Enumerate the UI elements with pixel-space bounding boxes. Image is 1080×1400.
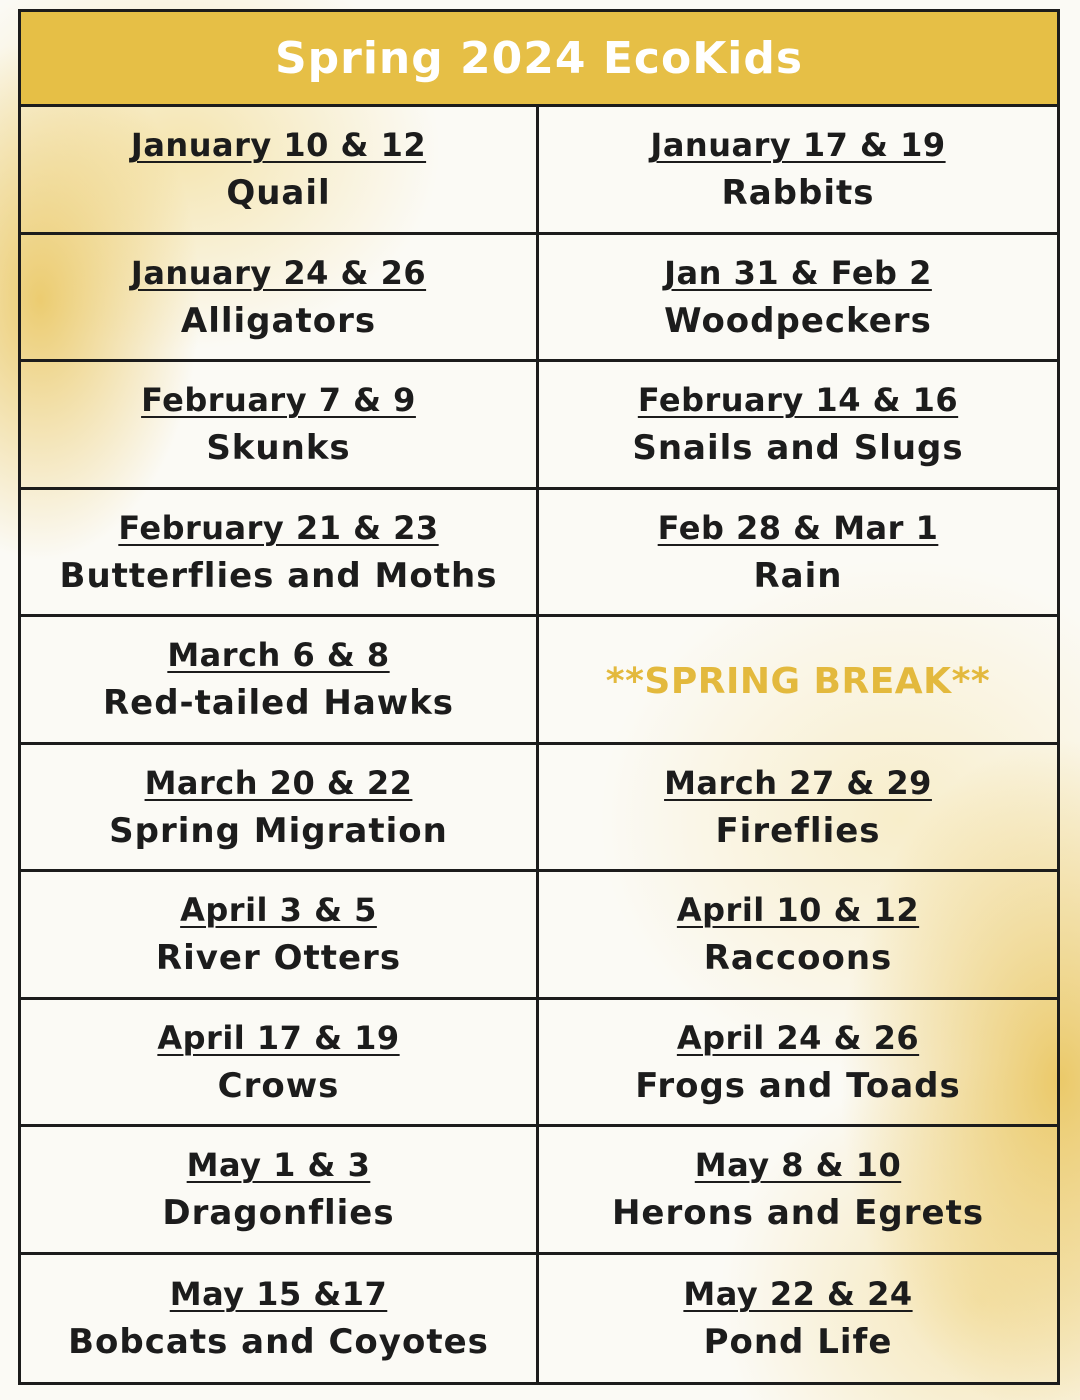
schedule-header [21,12,1057,107]
session-dates: Jan 31 & Feb 2 [664,253,932,292]
session-dates: May 22 & 24 [683,1275,913,1314]
schedule-cell [21,235,539,363]
session-dates: April 3 & 5 [180,891,377,930]
schedule-grid [21,107,1057,1382]
session-topic: Butterflies and Moths [59,555,498,596]
session-topic: Raccoons [703,938,893,979]
session-topic: Fireflies [715,810,881,851]
session-dates: January 17 & 19 [650,126,946,165]
session-topic: Woodpeckers [664,300,932,341]
session-dates: January 10 & 12 [130,126,427,165]
session-topic: Alligators [180,300,377,341]
session-topic: Skunks [206,428,351,469]
session-topic: Pond Life [703,1322,893,1363]
schedule-cell [21,107,539,235]
session-topic: Herons and Egrets [611,1193,985,1234]
session-dates: February 7 & 9 [141,381,416,420]
session-dates: April 10 & 12 [676,891,920,930]
schedule-cell [539,107,1057,235]
spring-break-note: **SPRING BREAK** [605,660,991,702]
schedule-cell [21,617,539,745]
schedule-table [18,9,1060,1385]
session-topic: Dragonflies [162,1193,395,1234]
schedule-cell [539,1000,1057,1128]
session-topic: Red-tailed Hawks [102,683,455,724]
session-topic: Bobcats and Coyotes [68,1322,489,1363]
session-topic: Rabbits [721,173,875,214]
schedule-cell [539,872,1057,1000]
session-dates: January 24 & 26 [130,253,427,292]
schedule-cell [21,745,539,873]
session-topic: Spring Migration [109,810,448,851]
session-dates: February 21 & 23 [118,508,439,547]
session-dates: May 8 & 10 [694,1146,902,1185]
session-dates: April 24 & 26 [676,1018,920,1057]
session-dates: March 27 & 29 [664,763,932,802]
session-dates: March 20 & 22 [144,763,413,802]
schedule-cell [539,1255,1057,1383]
session-topic: Quail [226,173,331,214]
session-topic: Crows [217,1065,340,1106]
session-dates: May 15 &17 [169,1275,388,1314]
schedule-title: Spring 2024 EcoKids [274,32,804,84]
schedule-cell [21,1000,539,1128]
session-topic: Snails and Slugs [632,428,964,469]
schedule-cell [21,1127,539,1255]
session-dates: April 17 & 19 [157,1018,400,1057]
schedule-cell [21,1255,539,1383]
schedule-cell [539,362,1057,490]
schedule-cell [539,617,1057,745]
session-topic: Frogs and Toads [635,1065,961,1106]
session-topic: River Otters [155,938,402,979]
session-dates: February 14 & 16 [637,381,959,420]
schedule-cell [21,872,539,1000]
session-dates: Feb 28 & Mar 1 [657,508,939,547]
session-dates: May 1 & 3 [186,1146,371,1185]
schedule-cell [21,362,539,490]
session-topic: Rain [753,555,843,596]
session-dates: March 6 & 8 [167,636,390,675]
schedule-cell [539,490,1057,618]
schedule-cell [21,490,539,618]
schedule-cell [539,745,1057,873]
schedule-cell [539,235,1057,363]
schedule-cell [539,1127,1057,1255]
